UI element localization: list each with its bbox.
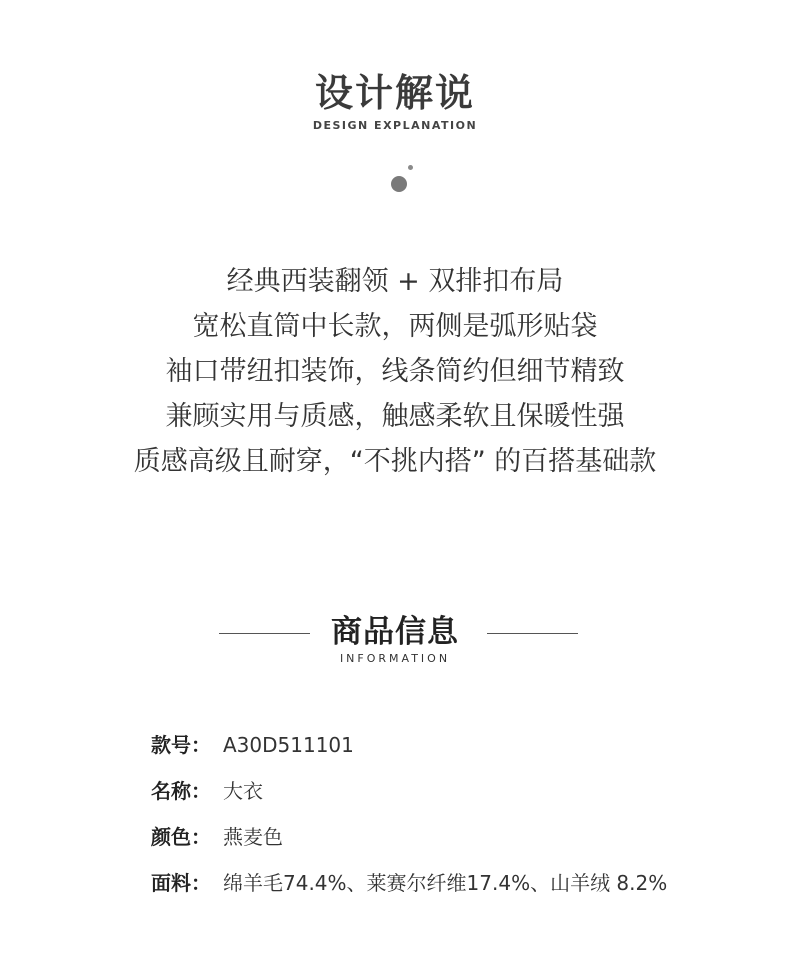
spec-row-fabric	[151, 868, 667, 898]
spec-label: 颜色：	[151, 825, 211, 849]
spec-row-color	[151, 822, 283, 852]
description-line: 经典西装翻领 + 双排扣布局	[226, 266, 564, 297]
design-subtitle: DESIGN EXPLANATION	[312, 119, 478, 132]
design-description	[0, 259, 790, 484]
spec-label: 款号：	[151, 733, 211, 757]
description-line: 质感高级且耐穿，“不挑内搭” 的百搭基础款	[133, 446, 657, 477]
spec-value: 绵羊毛74.4%、莱赛尔纤维17.4%、山羊绒 8.2%	[223, 871, 668, 895]
decor-dot-large	[391, 176, 407, 192]
design-title: 设计解说	[314, 71, 475, 115]
spec-row-name	[151, 776, 263, 806]
description-line: 兼顾实用与质感，触感柔软且保暖性强	[165, 401, 625, 432]
info-subtitle: INFORMATION	[339, 652, 451, 665]
spec-value: A30D511101	[223, 733, 354, 757]
spec-value: 燕麦色	[223, 825, 283, 849]
info-title: 商品信息	[331, 614, 459, 650]
description-line: 宽松直筒中长款，两侧是弧形贴袋	[192, 311, 598, 342]
spec-row-style-number	[151, 730, 354, 760]
spec-value: 大衣	[223, 779, 263, 803]
description-line: 袖口带纽扣装饰，线条简约但细节精致	[165, 356, 625, 387]
spec-label: 面料：	[151, 871, 211, 895]
spec-label: 名称：	[151, 779, 211, 803]
decor-dot-small	[408, 165, 413, 170]
